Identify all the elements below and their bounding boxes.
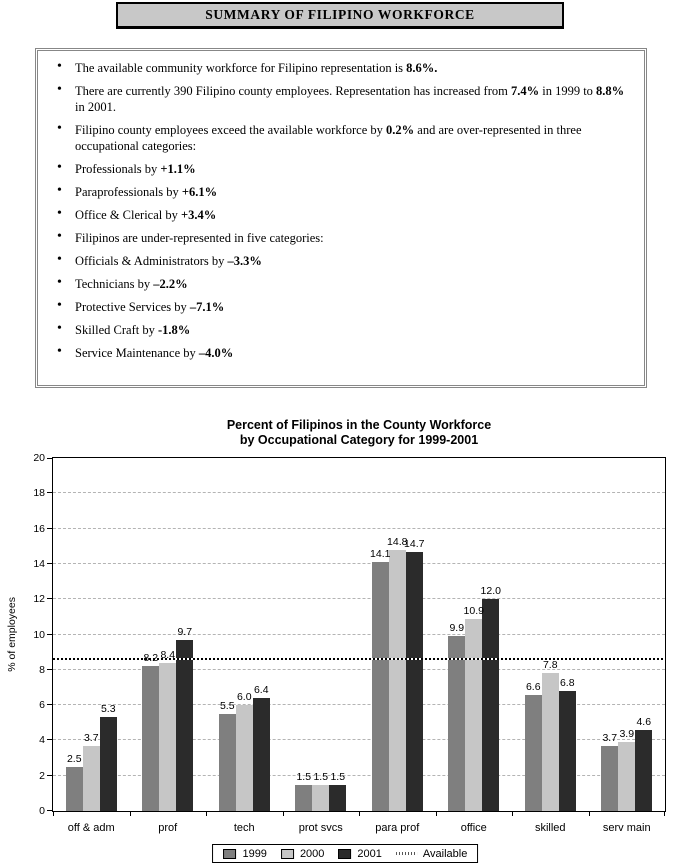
plot-area (33, 452, 666, 834)
bar-2001 (406, 552, 423, 811)
bar-value-label: 14.8 (387, 535, 408, 548)
bar-value-label: 6.0 (236, 691, 252, 704)
bar-2000 (618, 742, 635, 811)
legend-swatch-2000 (281, 849, 294, 859)
bar-value-label: 9.7 (177, 625, 193, 638)
legend-item (338, 848, 381, 860)
summary-bullet: • Service Maintenance by –4.0% (52, 345, 634, 361)
summary-bullet: • Office & Clerical by +3.4% (52, 207, 634, 223)
bar-value-label: 1.5 (313, 770, 329, 783)
legend-swatch-2001 (338, 849, 351, 859)
summary-bullet: • Protective Services by –7.1% (52, 299, 634, 315)
bar-value-label: 3.9 (619, 728, 635, 741)
chart-legend (212, 844, 478, 863)
gridline (53, 598, 665, 599)
x-axis-label: prot svcs (298, 822, 343, 834)
y-axis-tick (47, 669, 53, 670)
y-axis-title: % of employees (6, 597, 18, 672)
x-axis-tick (589, 811, 590, 816)
bar-2000 (236, 705, 253, 811)
summary-bullet: • Technicians by –2.2% (52, 276, 634, 292)
y-axis-tick-label: 0 (39, 805, 45, 817)
y-axis-tick-label: 12 (33, 593, 45, 606)
x-axis-label: prof (158, 822, 178, 834)
y-axis-tick-label: 18 (33, 487, 45, 500)
bar-value-label: 2.5 (66, 752, 82, 765)
legend-label: 2000 (299, 847, 325, 860)
y-axis-tick-label: 16 (33, 522, 45, 535)
summary-bullet: • Filipino county employees exceed the available workforce by 0.2% and are over-represented in three occupational categories: (52, 122, 634, 154)
chart-title (52, 418, 666, 448)
x-axis-tick (359, 811, 360, 816)
bar-1999 (448, 636, 465, 811)
summary-bullet: • The available community workforce for Filipino representation is 8.6%. (52, 60, 634, 76)
x-axis-tick (53, 811, 54, 816)
page-title: SUMMARY OF FILIPINO WORKFORCE (116, 2, 564, 29)
bar-2000 (389, 550, 406, 811)
x-axis-tick (130, 811, 131, 816)
workforce-chart (0, 405, 684, 868)
gridline (53, 634, 665, 635)
bar-value-label: 1.5 (296, 770, 312, 783)
bar-1999 (525, 695, 542, 811)
legend-label: Available (422, 847, 468, 860)
chart-title-line1: Percent of Filipinos in the County Workforce (226, 418, 492, 432)
legend-item (281, 848, 324, 860)
bar-2000 (542, 673, 559, 811)
bar-1999 (142, 666, 159, 811)
bar-2000 (465, 619, 482, 811)
bar-2001 (559, 691, 576, 811)
bar-value-label: 6.8 (559, 676, 575, 689)
gridline (53, 563, 665, 564)
y-axis-tick (47, 739, 53, 740)
x-axis-tick (512, 811, 513, 816)
bar-2001 (482, 599, 499, 811)
summary-panel (35, 48, 647, 388)
x-axis-label: serv main (602, 822, 651, 834)
bar-value-label: 1.5 (330, 770, 346, 783)
bar-2001 (329, 785, 346, 811)
y-axis-tick (47, 704, 53, 705)
bar-value-label: 3.7 (602, 731, 618, 744)
x-axis-tick (664, 811, 665, 816)
legend-label: 2001 (357, 847, 382, 860)
summary-bullet: • There are currently 390 Filipino county employees. Representation has increased from 7.4% in 1999 to 8.8% in 2001. (52, 83, 634, 115)
legend-item (223, 848, 266, 860)
x-axis-label: off & adm (67, 822, 115, 834)
legend-swatch-1999 (223, 849, 236, 859)
bar-value-label: 9.9 (449, 622, 465, 635)
y-axis-tick (47, 775, 53, 776)
bar-2001 (176, 640, 193, 811)
y-axis-tick-label: 6 (39, 699, 45, 712)
bar-value-label: 14.7 (404, 537, 425, 550)
bar-value-label: 6.4 (253, 684, 269, 697)
x-axis-tick (283, 811, 284, 816)
bar-value-label: 3.7 (83, 731, 99, 744)
y-axis-tick-label: 8 (39, 663, 45, 676)
y-axis-tick-label: 2 (39, 769, 45, 782)
bar-1999 (372, 562, 389, 811)
summary-bullet: • Officials & Administrators by –3.3% (52, 253, 634, 269)
bar-value-label: 12.0 (480, 585, 501, 598)
gridline (53, 528, 665, 529)
bar-2001 (635, 730, 652, 811)
bar-value-label: 4.6 (636, 715, 652, 728)
bar-value-label: 7.8 (542, 659, 558, 672)
summary-bullet: • Professionals by +1.1% (52, 161, 634, 177)
legend-label: 1999 (242, 847, 267, 860)
bar-value-label: 6.6 (525, 680, 541, 693)
y-axis-tick-label: 14 (33, 557, 45, 570)
bar-value-label: 8.4 (160, 648, 176, 661)
x-axis-label: tech (233, 822, 255, 834)
summary-bullet: • Filipinos are under-represented in five categories: (52, 230, 634, 246)
legend-item (396, 848, 467, 860)
bar-value-label: 8.2 (143, 652, 159, 665)
legend-available-marker (396, 852, 417, 855)
bar-2000 (312, 785, 329, 811)
chart-title-line2: by Occupational Category for 1999-2001 (239, 433, 479, 447)
y-axis-tick (47, 458, 53, 459)
x-axis-label: office (460, 822, 487, 834)
y-axis-tick-label: 20 (33, 452, 45, 464)
bar-value-label: 14.1 (370, 548, 391, 561)
summary-bullet: • Paraprofessionals by +6.1% (52, 184, 634, 200)
y-axis-tick-label: 4 (39, 734, 45, 747)
x-axis-tick (436, 811, 437, 816)
y-axis-tick (47, 528, 53, 529)
x-axis-label: skilled (534, 822, 566, 834)
y-axis-tick (47, 598, 53, 599)
bar-value-label: 10.9 (463, 604, 484, 617)
x-axis-tick (206, 811, 207, 816)
bar-value-label: 5.5 (219, 699, 235, 712)
y-axis-tick (47, 492, 53, 493)
bar-2000 (159, 663, 176, 811)
bar-1999 (601, 746, 618, 811)
bar-1999 (219, 714, 236, 811)
bullet-list (52, 60, 634, 361)
gridline (53, 492, 665, 493)
bar-2001 (253, 698, 270, 811)
bar-1999 (66, 767, 83, 811)
y-axis-tick (47, 563, 53, 564)
bar-1999 (295, 785, 312, 811)
y-axis-tick (47, 634, 53, 635)
summary-bullet: • Skilled Craft by -1.8% (52, 322, 634, 338)
y-axis-tick-label: 10 (33, 628, 45, 641)
x-axis-label: para prof (375, 822, 420, 834)
bar-value-label: 5.3 (100, 703, 116, 716)
